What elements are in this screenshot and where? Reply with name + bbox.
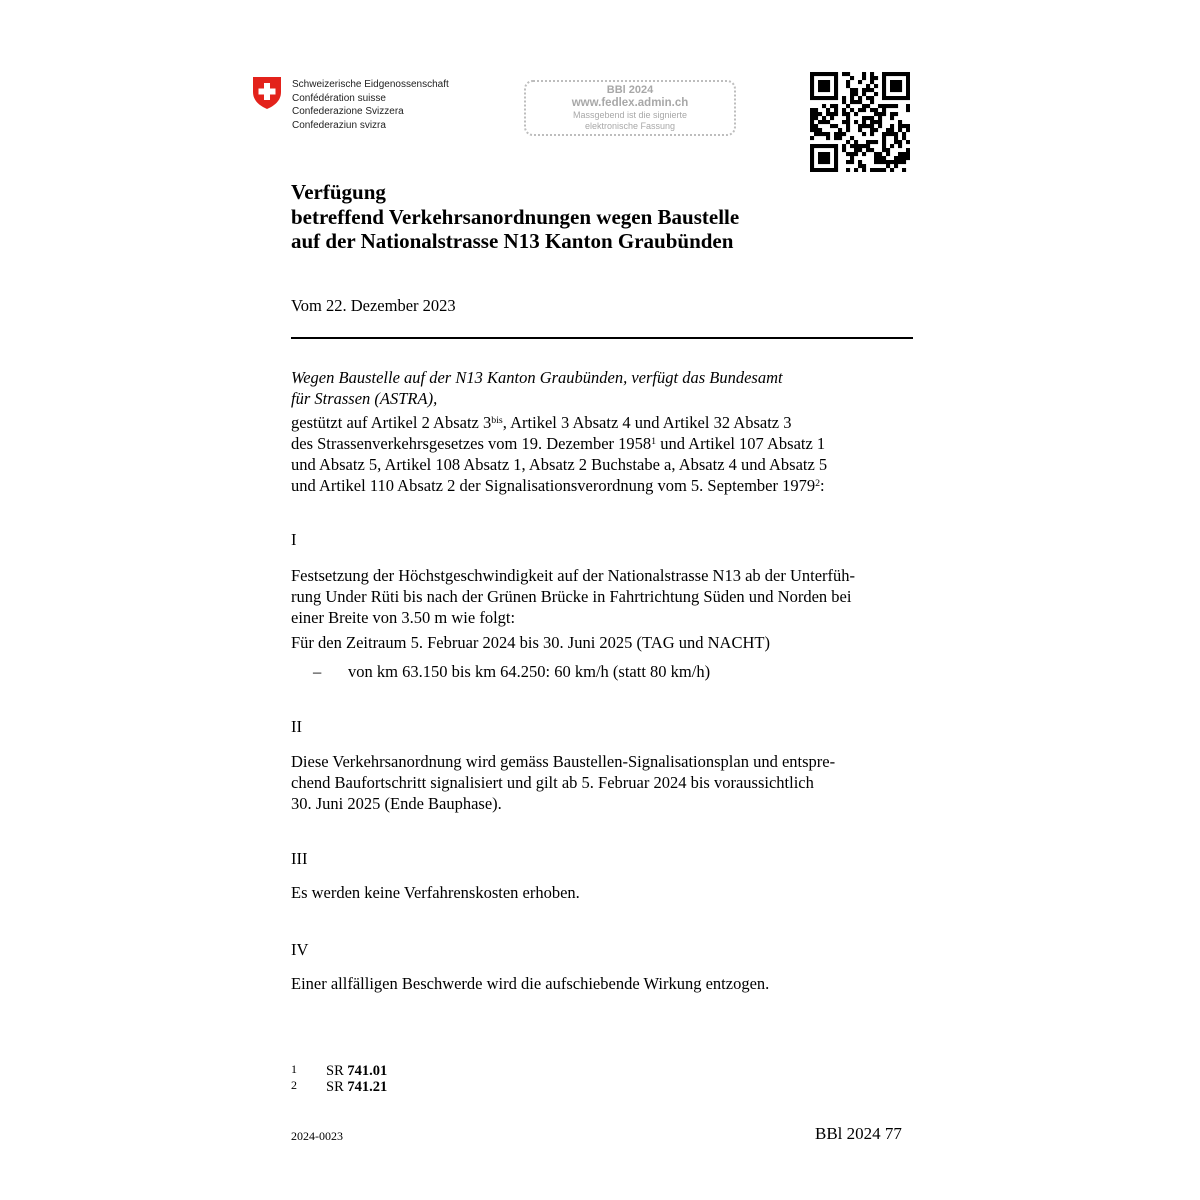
federation-name-de: Schweizerische Eidgenossenschaft [292, 79, 449, 90]
footnote-2 [291, 1077, 297, 1094]
section-II-line-2: chend Baufortschritt signalisiert und gilt ab 5. Februar 2024 bis voraussichtlich [291, 773, 814, 792]
swiss-cross-icon [252, 76, 282, 110]
footnote-ref-1: 1 [651, 436, 657, 448]
stamp-line-2: www.fedlex.admin.ch [571, 97, 689, 109]
title-divider [291, 337, 913, 339]
section-I-line-1: Festsetzung der Höchstgeschwindigkeit auf der Nationalstrasse N13 ab der Unterfüh- [291, 566, 856, 585]
section-III-paragraph: Es werden keine Verfahrenskosten erhoben. [291, 883, 580, 902]
section-label-I: I [291, 530, 297, 549]
footnote-2-text: SR 741.21 [326, 1079, 388, 1095]
preamble-line-3: und Absatz 5, Artikel 108 Absatz 1, Absatz 2 Buchstabe a, Absatz 4 und Absatz 5 [291, 455, 828, 474]
section-label-IV: IV [291, 940, 309, 959]
section-label-II: II [291, 717, 302, 736]
list-dash: – [313, 662, 322, 681]
fedlex-stamp [524, 80, 736, 136]
bbl-reference: BBl 2024 77 [815, 1124, 902, 1143]
section-IV-paragraph: Einer allfälligen Beschwerde wird die aufschiebende Wirkung entzogen. [291, 974, 770, 993]
footnote-ref-2: 2 [815, 478, 821, 490]
section-I-line-2: rung Under Rüti bis nach der Grünen Brücke in Fahrtrichtung Süden und Norden bei [291, 587, 852, 606]
title-line-1: Verfügung [291, 180, 386, 204]
footnote-reference[interactable]: 741.01 [347, 1063, 388, 1079]
federation-name-fr: Confédération suisse [292, 92, 386, 104]
preamble-line-2: des Strassenverkehrsgesetzes vom 19. Dezember 1958$^1$ und Artikel 107 Absatz 1 [291, 434, 826, 453]
qr-code-icon [810, 72, 910, 172]
preamble-intro [291, 367, 891, 409]
section-I-line-3: einer Breite von 3.50 m wie folgt: [291, 608, 516, 627]
preamble-line-4: und Artikel 110 Absatz 2 der Signalisationsverordnung vom 5. September 1979$^2$: [291, 476, 825, 495]
federation-names [292, 78, 449, 132]
section-I-paragraph [291, 565, 909, 628]
federation-name-it: Confederazione Svizzera [292, 106, 404, 117]
preamble-intro-line-1: Wegen Baustelle auf der N13 Kanton Graubünden, verfügt das Bundesamt [291, 368, 783, 387]
footnote-reference[interactable]: 741.21 [347, 1079, 388, 1095]
document-number: 2024-0023 [291, 1129, 343, 1143]
section-II-line-3: 30. Juni 2025 (Ende Bauphase). [291, 794, 502, 813]
section-II-paragraph [291, 751, 909, 814]
footnote-number: 2 [291, 1078, 297, 1092]
federation-name-rm: Confederaziun svizra [292, 119, 386, 131]
preamble-line-1: gestützt auf Artikel 2 Absatz $3^{bis}$, Artikel 3 Absatz 4 und Artikel 32 Absatz 3 [291, 413, 792, 432]
document-date: Vom 22. Dezember 2023 [291, 296, 456, 315]
title-line-3: auf der Nationalstrasse N13 Kanton Graubünden [291, 229, 734, 253]
footnote-1-text: SR 741.01 [326, 1063, 388, 1079]
stamp-line-3: Massgebend ist die signierte [572, 110, 688, 120]
section-I-period: Für den Zeitraum 5. Februar 2024 bis 30. Juni 2025 (TAG und NACHT) [291, 633, 770, 652]
stamp-line-4: elektronische Fassung [584, 121, 676, 131]
stamp-line-1: BBl 2024 [606, 84, 654, 96]
footnote-1 [291, 1061, 297, 1078]
footnote-number: 1 [291, 1062, 297, 1076]
document-title [291, 180, 739, 254]
preamble-intro-line-2: für Strassen (ASTRA), [291, 389, 438, 408]
speed-limit-item: von km 63.150 bis km 64.250: 60 km/h (statt 80 km/h) [348, 662, 711, 681]
preamble-legal-basis [291, 412, 913, 496]
title-line-2: betreffend Verkehrsanordnungen wegen Baustelle [291, 204, 740, 229]
section-II-line-1: Diese Verkehrsanordnung wird gemäss Baustellen-Signalisationsplan und entspre- [291, 752, 836, 771]
section-label-III: III [291, 849, 308, 868]
